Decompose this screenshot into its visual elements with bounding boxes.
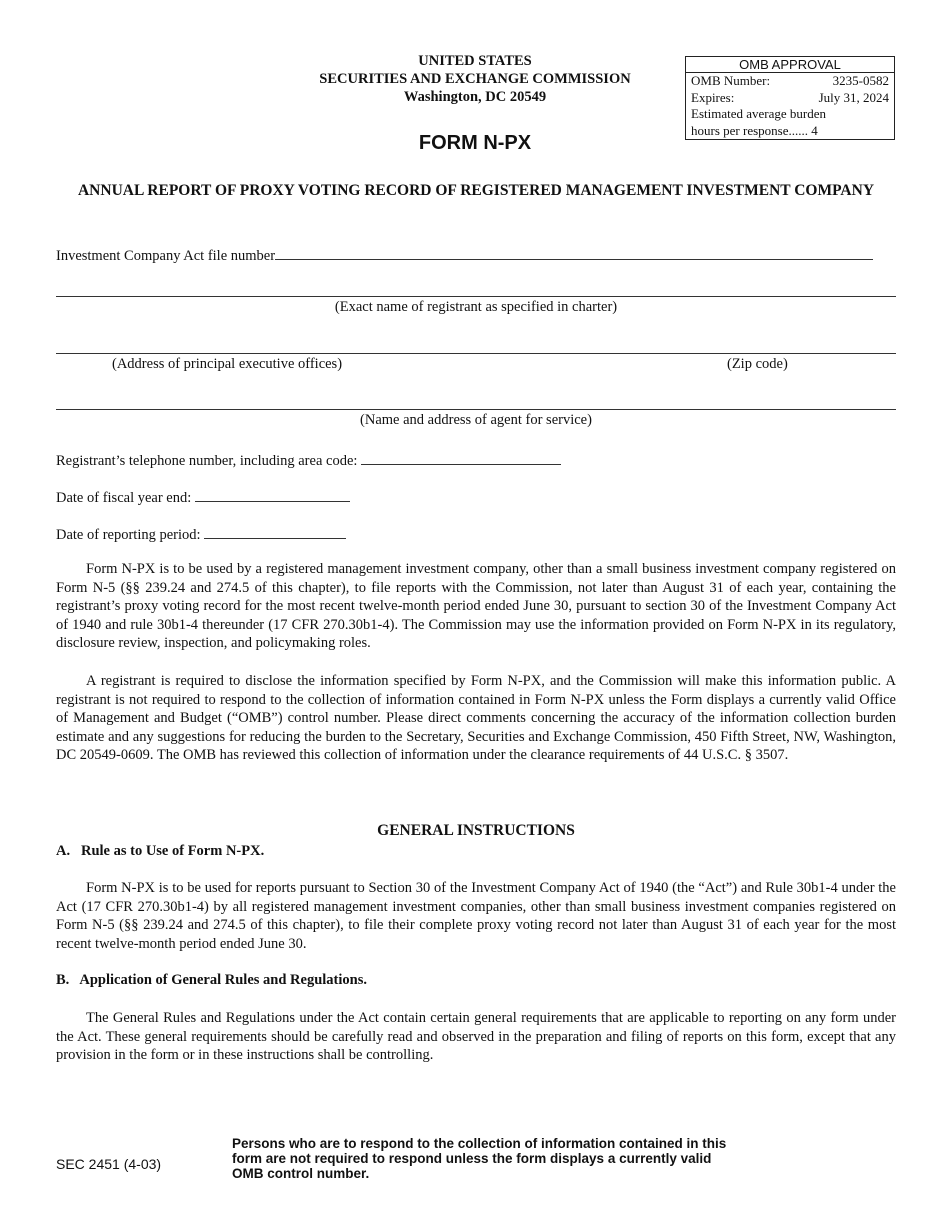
agency-header [280, 52, 670, 106]
agent-caption: (Name and address of agent for service) [360, 412, 592, 428]
section-a-heading: A. Rule as to Use of Form N-PX. [56, 843, 265, 859]
telephone-label: Registrant’s telephone number, including area code: [56, 453, 358, 469]
omb-notice: Persons who are to respond to the collection of information contained in this form are not required to respond unless the form displays a currently valid OMB control number. [232, 1136, 727, 1181]
section-b-paragraph [56, 1009, 896, 1065]
agency-country: UNITED STATES [418, 53, 532, 69]
report-title: ANNUAL REPORT OF PROXY VOTING RECORD OF REGISTERED MANAGEMENT INVESTMENT COMPANY [77, 182, 875, 199]
section-a-paragraph [56, 879, 896, 953]
section-b-heading: B. Application of General Rules and Regulations. [56, 972, 367, 988]
intro-paragraph-2 [56, 672, 896, 765]
file-number-field [56, 245, 896, 265]
form-code: SEC 2451 (4-03) [56, 1156, 162, 1172]
agency-name: SECURITIES AND EXCHANGE COMMISSION [319, 71, 631, 87]
omb-number-row [686, 73, 894, 90]
reporting-period-input[interactable] [204, 524, 346, 539]
intro-paragraph-1-text: Form N-PX is to be used by a registered management investment company, other than a small business investment company registered on Form N-5 (§§ 239.24 and 274.5 of this chapter), to file reports with the Commission, not later than August 31 of each year, containing the registrant’s proxy voting record for the most recent twelve-month period ended June 30, pursuant to section 30 of the Investment Company Act of 1940 and rule 30b1-4 thereunder (17 CFR 270.30b1-4). The Commission may use the information provided on Form N-PX in its regulatory, disclosure review, inspection, and policymaking roles. [56, 561, 896, 652]
omb-burden-line2: hours per response...... 4 [691, 122, 818, 138]
omb-expires-row [686, 90, 894, 107]
omb-expires-value: July 31, 2024 [818, 89, 889, 105]
intro-paragraph-2-text: A registrant is required to disclose the information specified by Form N-PX, and the Commission will make this information public. A registrant is not required to respond to the collection of information contained in Form N-PX unless the Form displays a currently valid Office of Management and Budget (“OMB”) control number. Please direct comments concerning the accuracy of the information collection burden estimate and any suggestions for reducing the burden to the Secretary, Securities and Exchange Commission, 450 Fifth Street, NW, Washington, DC 20549-0609. The OMB has reviewed this collection of information under the clearance requirements of 44 U.S.C. § 3507. [56, 673, 896, 764]
omb-approval-box [685, 56, 895, 140]
address-input[interactable] [56, 353, 896, 354]
reporting-period-field [56, 524, 346, 544]
section-a-text: Form N-PX is to be used for reports pursuant to Section 30 of the Investment Company Act of 1940 (the “Act”) and Rule 30b1-4 under the Act (17 CFR 270.30b1-4) by all registered management investment companies, other than small business investment companies registered on Form N-5 (§§ 239.24 and 274.5 of this chapter), to file their complete proxy voting record not later than August 31 of each year for the most recent twelve-month period ended June 30. [56, 880, 896, 952]
fiscal-year-input[interactable] [195, 487, 350, 502]
address-caption: (Address of principal executive offices) [112, 356, 343, 372]
file-number-input[interactable] [275, 245, 873, 260]
omb-approval-title: OMB APPROVAL [686, 57, 894, 73]
fiscal-year-field [56, 487, 350, 507]
agent-input[interactable] [56, 409, 896, 410]
fiscal-year-label: Date of fiscal year end: [56, 490, 192, 506]
intro-paragraph-1 [56, 560, 896, 653]
telephone-input[interactable] [361, 450, 561, 465]
section-b-text: The General Rules and Regulations under the Act contain certain general requirements that are applicable to reporting on any form under the Act. These general requirements should be carefully read and observed in the preparation and filing of reports on this form, except that any provision in the form or in these instructions shall be controlling. [56, 1010, 896, 1064]
omb-number-label: OMB Number: [691, 73, 771, 88]
omb-expires-label: Expires: [691, 89, 735, 105]
reporting-period-label: Date of reporting period: [56, 527, 201, 543]
form-title: FORM N-PX [418, 132, 532, 154]
zip-caption: (Zip code) [727, 356, 788, 372]
file-number-label: Investment Company Act file number [56, 248, 276, 264]
omb-number-value: 3235-0582 [832, 73, 889, 88]
omb-burden-line1: Estimated average burden [691, 106, 826, 121]
registrant-name-caption: (Exact name of registrant as specified in charter) [334, 299, 618, 315]
agency-location: Washington, DC 20549 [403, 89, 547, 105]
general-instructions-heading: GENERAL INSTRUCTIONS [377, 822, 575, 839]
registrant-name-input[interactable] [56, 296, 896, 297]
telephone-field [56, 450, 561, 470]
